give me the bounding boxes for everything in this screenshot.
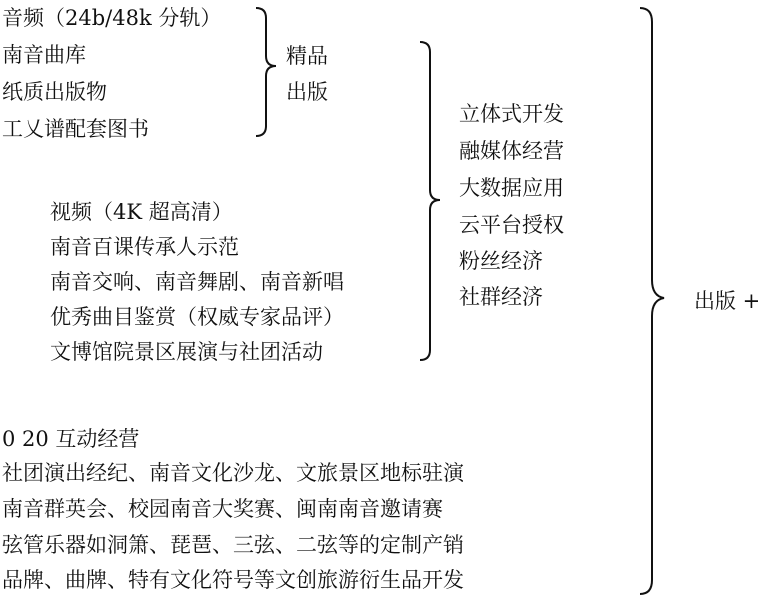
group-c-item: 弦管乐器如洞箫、琵琶、三弦、二弦等的定制产销 <box>2 533 464 557</box>
brace-group-a <box>256 8 276 136</box>
group-c-title: 0 20 互动经营 <box>2 427 140 451</box>
group-b-item-appreciation: 优秀曲目鉴赏（权威专家品评） <box>50 305 344 329</box>
group-c-item: 品牌、曲牌、特有文化符号等文创旅游衍生品开发 <box>2 568 464 592</box>
group-a-item-print: 纸质出版物 <box>2 80 107 104</box>
group-b-item-venues: 文博馆院景区展演与社团活动 <box>50 340 323 364</box>
strategy-item: 融媒体经营 <box>459 139 564 163</box>
group-a-item-library: 南音曲库 <box>2 43 86 67</box>
brace-all <box>640 8 664 594</box>
group-a-label-line2: 出版 <box>286 80 328 104</box>
strategy-item: 大数据应用 <box>459 176 564 200</box>
strategy-item: 云平台授权 <box>459 213 564 237</box>
group-c-item: 社团演出经纪、南音文化沙龙、文旅景区地标驻演 <box>2 461 464 485</box>
strategy-item: 社群经济 <box>459 285 543 309</box>
strategy-item: 立体式开发 <box>459 102 564 126</box>
brace-group-ab <box>420 42 440 360</box>
group-b-item-lessons: 南音百课传承人示范 <box>50 235 239 259</box>
group-b-item-video: 视频（4K 超高清） <box>50 200 233 224</box>
group-a-label-line1: 精品 <box>286 44 328 68</box>
group-a-item-books: 工乂谱配套图书 <box>2 117 149 141</box>
strategy-item: 粉丝经济 <box>459 249 543 273</box>
group-a-item-audio: 音频（24b/48k 分轨） <box>2 6 222 30</box>
group-b-item-symphony: 南音交响、南音舞剧、南音新唱 <box>50 270 344 294</box>
result-label: 出版 + <box>694 289 761 313</box>
group-c-item: 南音群英会、校园南音大奖赛、闽南南音邀请赛 <box>2 497 443 521</box>
